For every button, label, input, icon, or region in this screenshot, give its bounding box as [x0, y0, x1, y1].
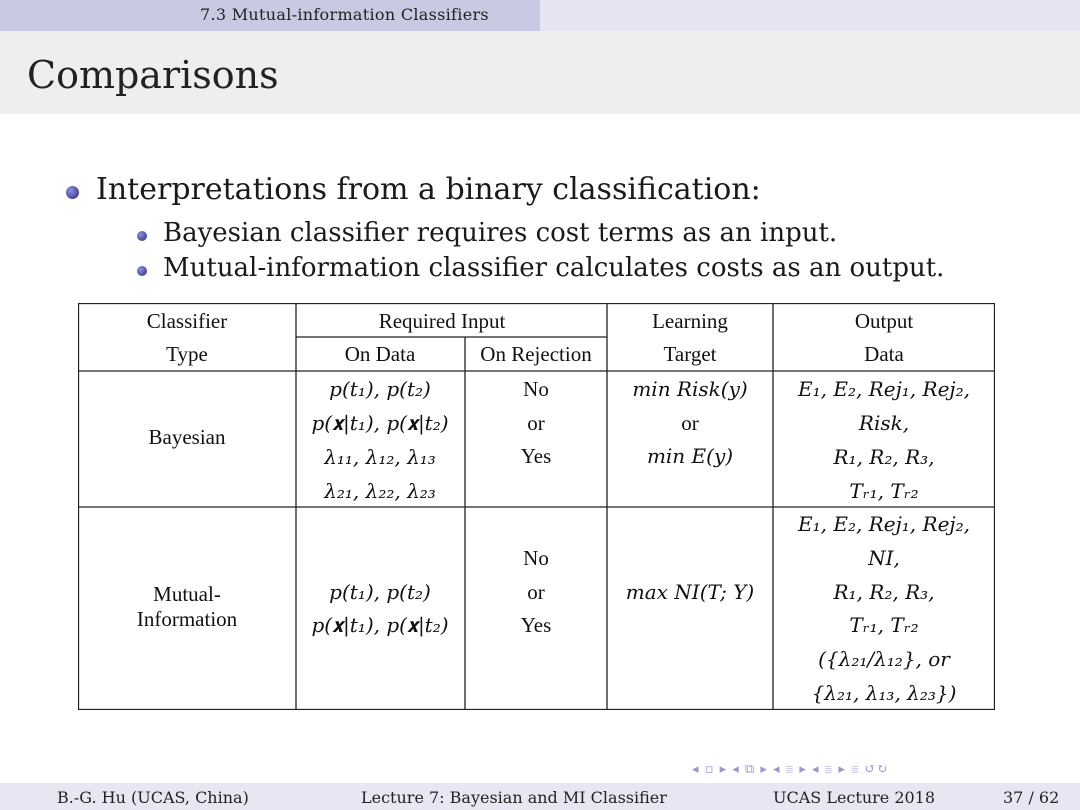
footer-page-number: 37 / 62: [1003, 788, 1060, 807]
bullet-icon: [66, 186, 79, 199]
mutual-on-rejection: No: [523, 546, 549, 570]
beamer-navigation-icons[interactable]: ◂ ▫ ▸ ◂ ⧉ ▸ ◂ ≣ ▸ ◂ ≣ ▸ ≣ ↺↻: [692, 762, 889, 777]
bullet-icon: [137, 231, 147, 241]
mutual-output: {λ₂₁, λ₁₃, λ₂₃}): [811, 681, 957, 705]
bayesian-on-rejection: or: [527, 411, 545, 435]
mutual-on-rejection: Yes: [520, 613, 552, 637]
main-bullet-text: Interpretations from a binary classification:: [96, 172, 761, 207]
mutual-target: max NI(T; Y): [625, 580, 755, 604]
bayesian-output: Tᵣ₁, Tᵣ₂: [849, 479, 919, 503]
bayesian-target: or: [681, 411, 699, 435]
row-type-mutual: Mutual-: [153, 582, 221, 606]
bullet-icon: [137, 266, 147, 276]
bayesian-on-data: p(𝐱|t₁), p(𝐱|t₂): [311, 411, 449, 435]
bayesian-output: Risk,: [858, 411, 910, 435]
row-type-information: Information: [136, 607, 238, 631]
header-target: Target: [663, 342, 717, 366]
footer-venue: UCAS Lecture 2018: [773, 788, 936, 807]
bayesian-output: R₁, R₂, R₃,: [833, 445, 935, 469]
section-title[interactable]: 7.3 Mutual-information Classifiers: [200, 5, 489, 24]
mutual-output: R₁, R₂, R₃,: [833, 580, 935, 604]
bayesian-on-rejection: No: [523, 377, 549, 401]
header-learning: Learning: [652, 309, 728, 333]
bayesian-output: E₁, E₂, Rej₁, Rej₂,: [798, 377, 970, 401]
sub-bullet-text: Mutual-information classifier calculates costs as an output.: [163, 253, 945, 283]
bayesian-on-rejection: Yes: [520, 444, 552, 468]
header-on-data: On Data: [344, 342, 416, 366]
footer-lecture: Lecture 7: Bayesian and MI Classifier: [361, 788, 667, 807]
bayesian-on-data: p(t₁), p(t₂): [329, 377, 431, 401]
bayesian-on-data: λ₂₁, λ₂₂, λ₂₃: [324, 479, 436, 503]
mutual-on-data: p(t₁), p(t₂): [329, 580, 431, 604]
header-output: Output: [854, 309, 914, 333]
header-data: Data: [864, 342, 904, 366]
bayesian-on-data: λ₁₁, λ₁₂, λ₁₃: [324, 445, 436, 469]
bayesian-target: min Risk(y): [632, 377, 748, 401]
bayesian-target: min E(y): [646, 444, 734, 468]
header-type: Type: [166, 342, 208, 366]
mutual-output: ({λ₂₁/λ₁₂}, or: [818, 647, 950, 671]
mutual-on-rejection: or: [527, 580, 545, 604]
mutual-output: NI,: [868, 546, 900, 570]
mutual-output: E₁, E₂, Rej₁, Rej₂,: [798, 512, 970, 536]
frame-title: Comparisons: [27, 53, 279, 97]
header-on-rejection: On Rejection: [480, 342, 592, 366]
comparison-table: [78, 303, 995, 710]
header-required-input: Required Input: [378, 309, 506, 333]
header-classifier: Classifier: [146, 309, 228, 333]
sub-bullet-text: Bayesian classifier requires cost terms as an input.: [163, 218, 838, 248]
mutual-output: Tᵣ₁, Tᵣ₂: [849, 613, 919, 637]
footer-author: B.-G. Hu (UCAS, China): [57, 788, 249, 807]
row-type-bayesian: Bayesian: [148, 425, 226, 449]
mutual-on-data: p(𝐱|t₁), p(𝐱|t₂): [311, 613, 449, 637]
